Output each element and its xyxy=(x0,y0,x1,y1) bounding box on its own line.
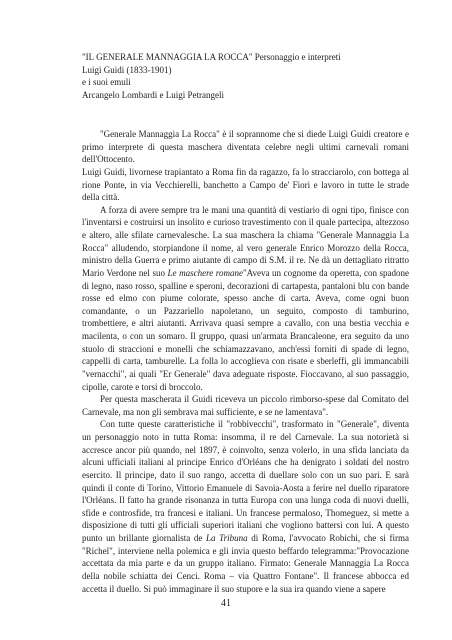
header-title: "IL GENERALE MANNAGGIA LA ROCCA" Personaggio e interpreti xyxy=(82,52,341,62)
newspaper-title-italic: La Tribuna xyxy=(206,533,248,543)
paragraph-2: Luigi Guidi, livornese trapiantato a Roma fin da ragazzo, fa lo stracciarolo, con bottega al rione Ponte, in via Vecchierelli, banchetto a Campo de' Fiori e lavoro in tutte le strade della città. xyxy=(82,166,409,203)
page-number: 41 xyxy=(221,598,231,609)
paragraph-1: "Generale Mannaggia La Rocca" è il soprannome che si diede Luigi Guidi creatore e primo interprete di questa maschera diventata celebre negli ultimi carnevali romani dell'Ottocento. xyxy=(82,129,409,165)
paragraph-5-text-b: di Roma, l'avvocato Robichi, che si firma "Richel", interviene nella polemica e gli invia questo beffardo telegramma:"Provocazione accettata da mia parte e da un gruppo italiano. Firmato: Generale Mannaggia La Rocca della nobile schiatta dei Cenci. Roma – via Quattro Fontane". Il francese abbocca ed accetta il duello. Si può immaginare il suo stupore e la sua ira quando viene a sapere xyxy=(82,533,409,594)
header-subject: Luigi Guidi (1833-1901) xyxy=(82,64,172,75)
paragraph-3-text-a: A forza di avere sempre tra le mani una quantità di vestiario di ogni tipo, finisce con l'inventarsi e costruirsi un insolito e curioso travestimento con il quale partecipa, altezzoso e altero, alle sfilate carnevalesche. La sua maschera la chiama "Generale Mannaggia La Rocca" alludendo, storpiandone il nome, al vero generale Enrico Morozzo della Rocca, ministro della Guerra e primo aiutante di campo di S.M. il re. Ne dà un dettagliato ritratto Mario Verdone nel suo xyxy=(82,204,409,278)
document-body xyxy=(82,128,409,595)
paragraph-5-text-a: Con tutte queste caratteristiche il "robbivecchi", trasformato in "Generale", diventa un personaggio noto in tutta Roma: insomma, il re del Carnevale. La sua notorietà si accresce ancor più quando, nel 1897, è coinvolto, senza volerlo, in una sfida lanciata da alcuni ufficiali italiani al principe Enrico d'Orléans che ha denigrato i soldati del nostro esercito. Il principe, dato il suo rango, accetta di duellare solo con un suo pari. E sarà quindi il conte di Torino, Vittorio Emanuele di Savoia-Aosta a ferire nel duello riparatore l'Orléans. Il fatto ha grande risonanza in tutta Europa con una lunga coda di nuovi duelli, sfide e controsfide, tra francesi e italiani. Un francese permaloso, Thomeguez, si mette a disposizione di tutti gli ufficiali superiori italiani che vogliono battersi con lui. A questo punto un brillante giornalista de xyxy=(82,419,409,543)
paragraph-3-text-b: "Aveva un cognome da operetta, con spadone di legno, naso rosso, spalline e speroni, decorazioni di cartapesta, pantaloni blu con bande rosse ed elmo con piume colorate, spesso anche di carta. Aveva, come ogni buon comandante, o un Pazzariello napoletano, un seguito, composto di tamburino, trombettiere, e altri aiutanti. Arrivava quasi sempre a cavallo, con una bestia vecchia e macilenta, o con un somaro. Il gruppo, quasi un'armata Brancaleone, era seguito da uno stuolo di straccioni e monelli che schiamazzavano, anch'essi forniti di spade di legno, cappelli di carta, tamburelle. La folla lo accoglieva con risate e sberleffi, gli immancabili "vernacchi", ai quali "Er Generale" dava adeguate risposte. Fioccavano, al suo passaggio, cipolle, carote e torsi di broccolo. xyxy=(82,267,410,392)
paragraph-5 xyxy=(82,418,409,595)
header-authors: Arcangelo Lombardi e Luigi Petrangeli xyxy=(82,89,224,100)
book-title-italic: Le maschere romane xyxy=(167,267,243,278)
paragraph-4: Per questa mascherata il Guidi riceveva un piccolo rimborso-spese dal Comitato del Carnevale, ma non gli sembrava mai sufficiente, e se ne lamentava". xyxy=(82,394,409,417)
header-subtitle: e i suoi emuli xyxy=(82,77,131,88)
document-header xyxy=(82,51,412,101)
paragraph-3 xyxy=(82,204,409,393)
